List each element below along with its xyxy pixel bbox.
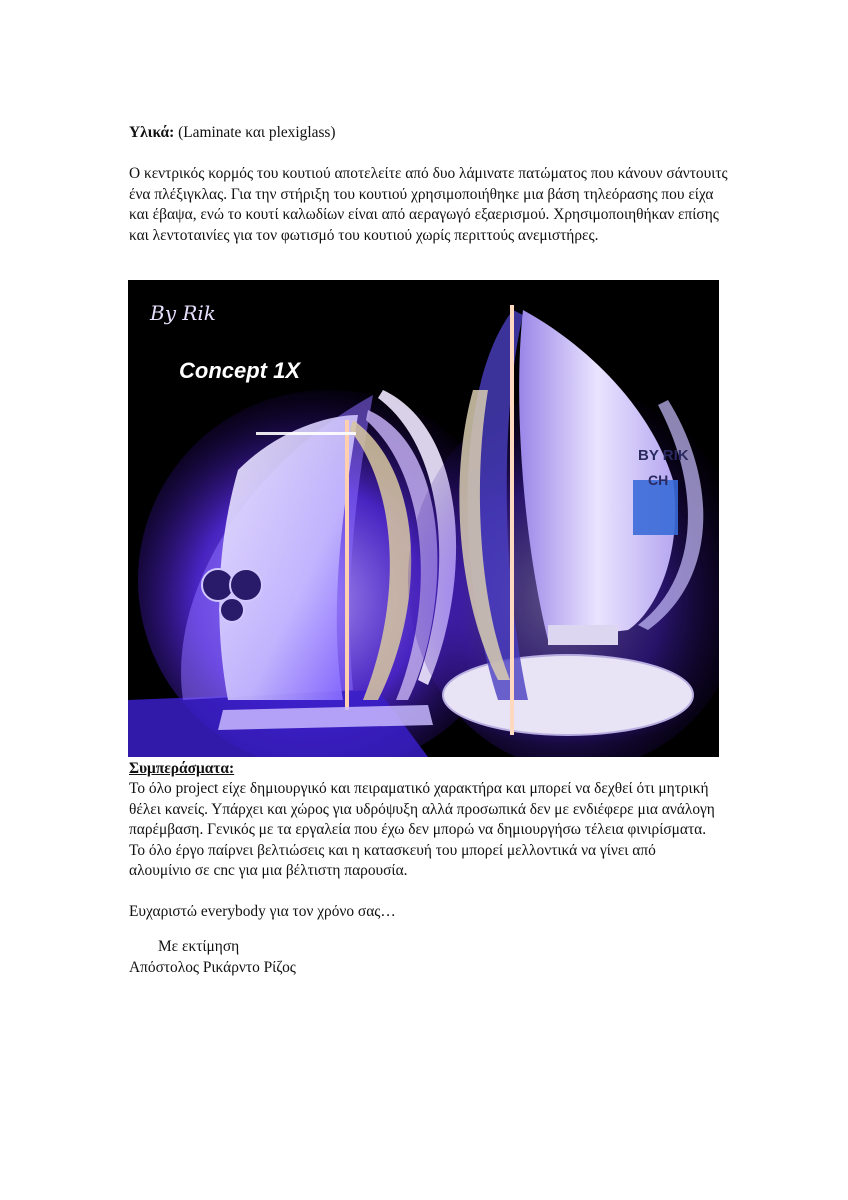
io-panel	[548, 625, 618, 645]
case-label: BY RIK	[638, 447, 689, 464]
photo-watermark: By Rik	[150, 301, 216, 325]
left-rod	[345, 420, 349, 710]
materials-paragraph: Ο κεντρικός κορμός του κουτιού αποτελείτε από δυο λάμινατε πατώματος που κάνουν σάντουιτς ένα πλέξιγκλας. Για την στήριξη του κουτιού χρησιμοποιήθηκε μια βάση τηλεόρασης που είχα και έβαψα, ενώ το κουτί καλωδίων είναι από αεραγωγό εξαερισμού. Χρησιμοποιηθήκαν επίσης και λεντοταινίες για τον φωτισμό του κουτιού χωρίς περιττούς ανεμιστήρες.	[129, 165, 728, 244]
fan-icon	[220, 598, 244, 622]
case-label-2: CH	[648, 472, 669, 488]
case-photo	[128, 280, 719, 757]
materials-heading	[129, 123, 729, 144]
right-base	[443, 655, 693, 735]
signature-line: Απόστολος Ρικάρντο Ρίζος	[129, 959, 296, 976]
materials-label: Υλικά:	[129, 124, 175, 141]
right-rod	[510, 305, 514, 735]
conclusions-title: Συμπεράσματα:	[129, 760, 235, 777]
left-led-strip	[256, 432, 356, 435]
materials-detail: (Laminate και plexiglass)	[174, 124, 336, 141]
conclusions-heading	[129, 759, 729, 780]
fan-icon	[230, 569, 262, 601]
photo-caption: Concept 1X	[179, 358, 301, 383]
thanks-line: Ευχαριστώ everybody για τον χρόνο σας…	[129, 903, 396, 920]
conclusions-paragraph: Το όλο project είχε δημιουργικό και πειραματικό χαρακτήρα και μπορεί να δεχθεί ότι μητρική θέλει κανείς. Υπάρχει και χώρος για υδρόψυξη αλλά προσωπικά δεν με ενδιέφερε μια ανάλογη παρέμβαση. Γενικός με τα εργαλεία που έχω δεν μπορώ να δημιουργήσω τέλεια φινιρίσματα. Το όλο έργο παίρνει βελτιώσεις και η κατασκευή του μπορεί μελλοντικά να γίνει από αλουμίνιο σε cnc για μια βέλτιστη παρουσία.	[129, 780, 715, 879]
case-window	[633, 480, 678, 535]
regards-line: Με εκτίμηση	[158, 938, 240, 955]
